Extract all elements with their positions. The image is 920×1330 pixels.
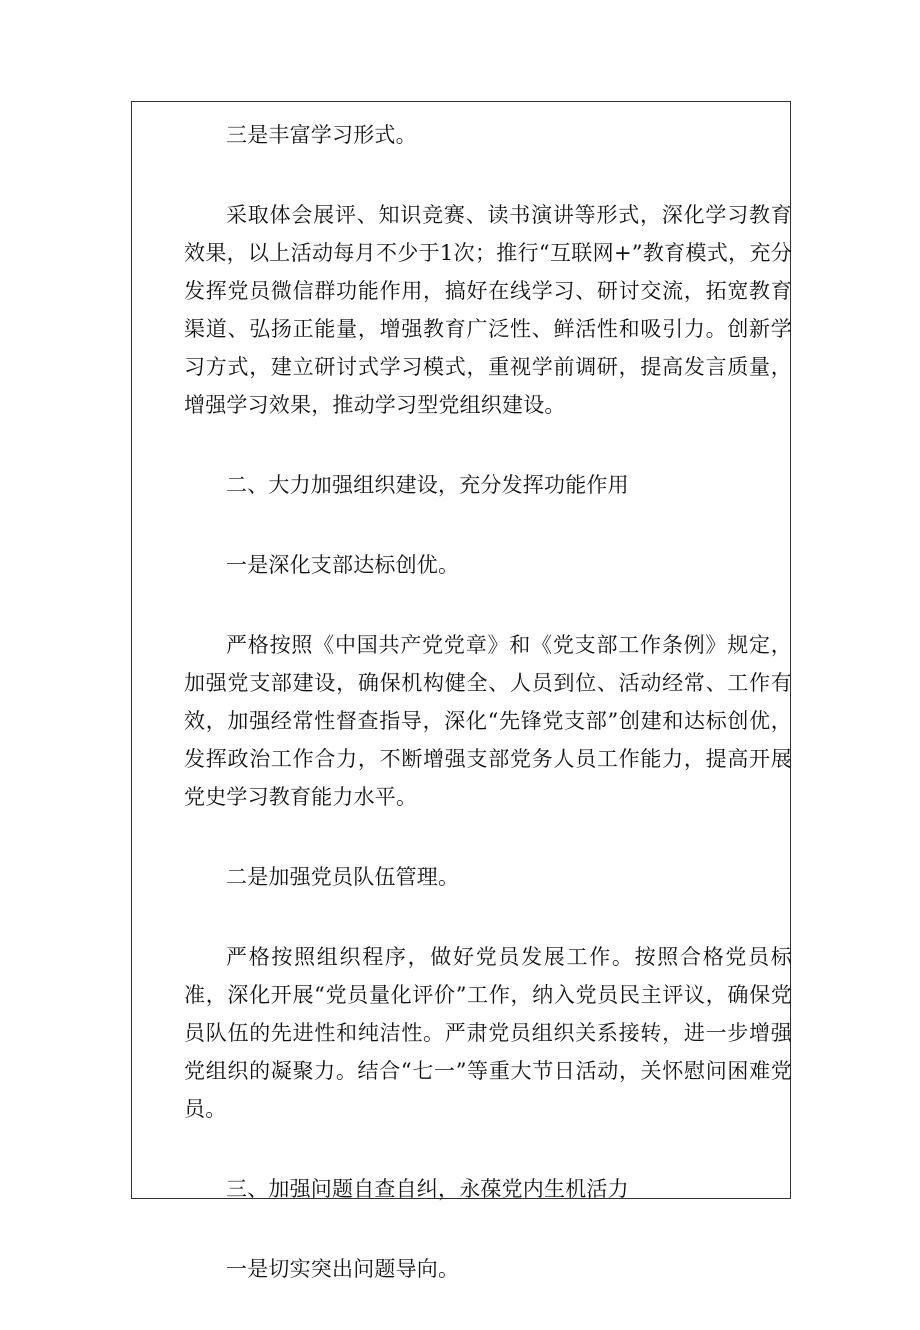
paragraph-body: 采取体会展评、知识竞赛、读书演讲等形式，深化学习教育效果，以上活动每月不少于1次；推行“互联网+”教育模式，充分发挥党员微信群功能作用，搞好在线学习、研讨交流，拓宽教育渠道、弘扬正能量，增强教育广泛性、鲜活性和吸引力。创新学习方式，建立研讨式学习模式，重视学前调研，提高发言质量，增强学习效果，推动学习型党组织建设。 — [184, 203, 792, 417]
document-frame — [131, 101, 792, 1281]
paragraph-body: 严格按照组织程序，做好党员发展工作。按照合格党员标准，深化开展“党员量化评价”工作，纳入党员民主评议，确保党员队伍的先进性和纯洁性。严肃党员组织关系接转，进一步增强党组织的凝聚力。结合“七一”等重大节日活动，关怀慰问困难党员。 — [184, 945, 792, 1121]
paragraph-heading: 三是丰富学习形式。 — [226, 123, 417, 147]
paragraph-body: 严格按照《中国共产党党章》和《党支部工作条例》规定，加强党支部建设，确保机构健全、人员到位、活动经常、工作有效，加强经常性督查指导，深化“先锋党支部”创建和达标创优，发挥政治工作合力，不断增强支部党务人员工作能力，提高开展党史学习教育能力水平。 — [184, 633, 792, 809]
paragraph-heading: 一是切实突出问题导向。 — [226, 1257, 460, 1281]
paragraph-heading: 二是加强党员队伍管理。 — [226, 865, 460, 889]
document-content — [184, 116, 792, 1330]
section-heading: 二、大力加强组织建设，充分发挥功能作用 — [226, 473, 629, 497]
section-heading: 三、加强问题自查自纠，永葆党内生机活力 — [226, 1177, 629, 1201]
paragraph-heading: 一是深化支部达标创优。 — [226, 553, 460, 577]
